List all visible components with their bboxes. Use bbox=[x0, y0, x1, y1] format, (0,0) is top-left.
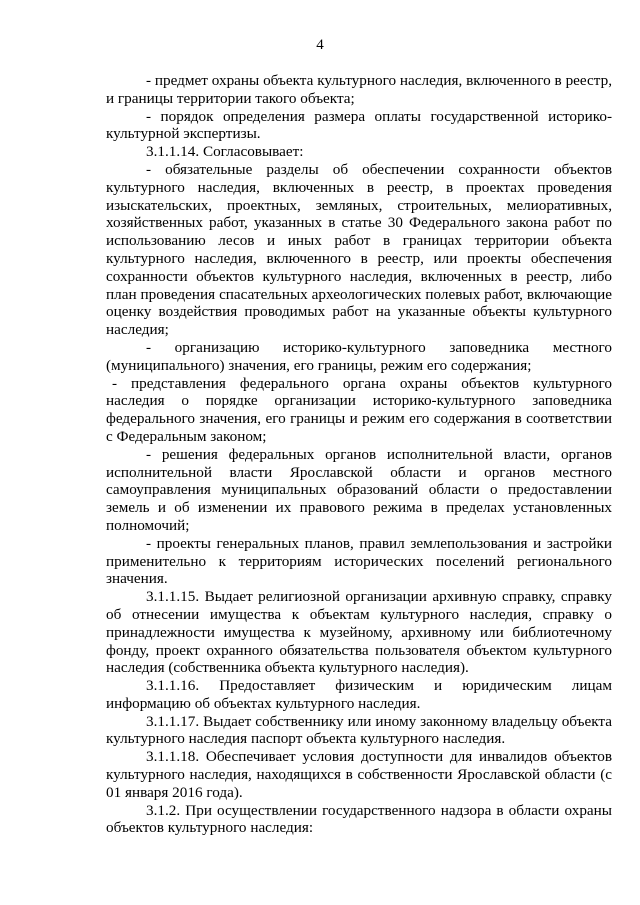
paragraph: - порядок определения размера оплаты государственной историко-культурной экспертизы. bbox=[106, 107, 612, 143]
paragraph: - организацию историко-культурного заповедника местного (муниципального) значения, его границы, режим его содержания; bbox=[106, 338, 612, 374]
paragraph: - решения федеральных органов исполнительной власти, органов исполнительной власти Ярославской области и органов местного самоуправления муниципальных образований области о предоставлении земель и об изменении их правового режима в пределах установленных полномочий; bbox=[106, 445, 612, 534]
paragraph: 3.1.1.15. Выдает религиозной организации архивную справку, справку об отнесении имущества к объектам культурного наследия, справку о принадлежности имущества к музейному, архивному или библиотечному фонду, проект охранного обязательства пользователя объектом культурного наследия (собственника объекта культурного наследия). bbox=[106, 588, 612, 677]
paragraph: 3.1.1.16. Предоставляет физическим и юридическим лицам информацию об объектах культурного наследия. bbox=[106, 677, 612, 712]
paragraph: - проекты генеральных планов, правил землепользования и застройки применительно к территориям исторических поселений регионального значения. bbox=[106, 534, 612, 588]
paragraph: - представления федерального органа охраны объектов культурного наследия о порядке организации историко-культурного заповедника федерального значения, его границы и режим его содержания в соответствии с Федеральным законом; bbox=[106, 374, 612, 445]
page-number: 4 bbox=[316, 37, 324, 53]
document-body bbox=[106, 72, 612, 837]
paragraph: 3.1.1.18. Обеспечивает условия доступности для инвалидов объектов культурного наследия, находящихся в собственности Ярославской области (с 01 января 2016 года). bbox=[106, 748, 612, 801]
paragraph: - предмет охраны объекта культурного наследия, включенного в реестр, и границы территории такого объекта; bbox=[106, 72, 612, 107]
paragraph: 3.1.2. При осуществлении государственного надзора в области охраны объектов культурного наследия: bbox=[106, 801, 612, 837]
paragraph: 3.1.1.17. Выдает собственнику или иному законному владельцу объекта культурного наследия паспорт объекта культурного наследия. bbox=[106, 712, 612, 748]
paragraph: - обязательные разделы об обеспечении сохранности объектов культурного наследия, включенных в реестр, в проектах проведения изыскательских, проектных, земляных, строительных, мелиоративных, хозяйственных работ, указанных в статье 30 Федерального закона работ по использованию лесов и иных работ в границах территории объекта культурного наследия, включенного в реестр, или проекты обеспечения сохранности объектов культурного наследия, включенных в реестр, либо план проведения спасательных археологических полевых работ, включающие оценку воздействия проводимых работ на указанные объекты культурного наследия; bbox=[106, 160, 612, 339]
paragraph: 3.1.1.14. Согласовывает: bbox=[146, 143, 304, 161]
